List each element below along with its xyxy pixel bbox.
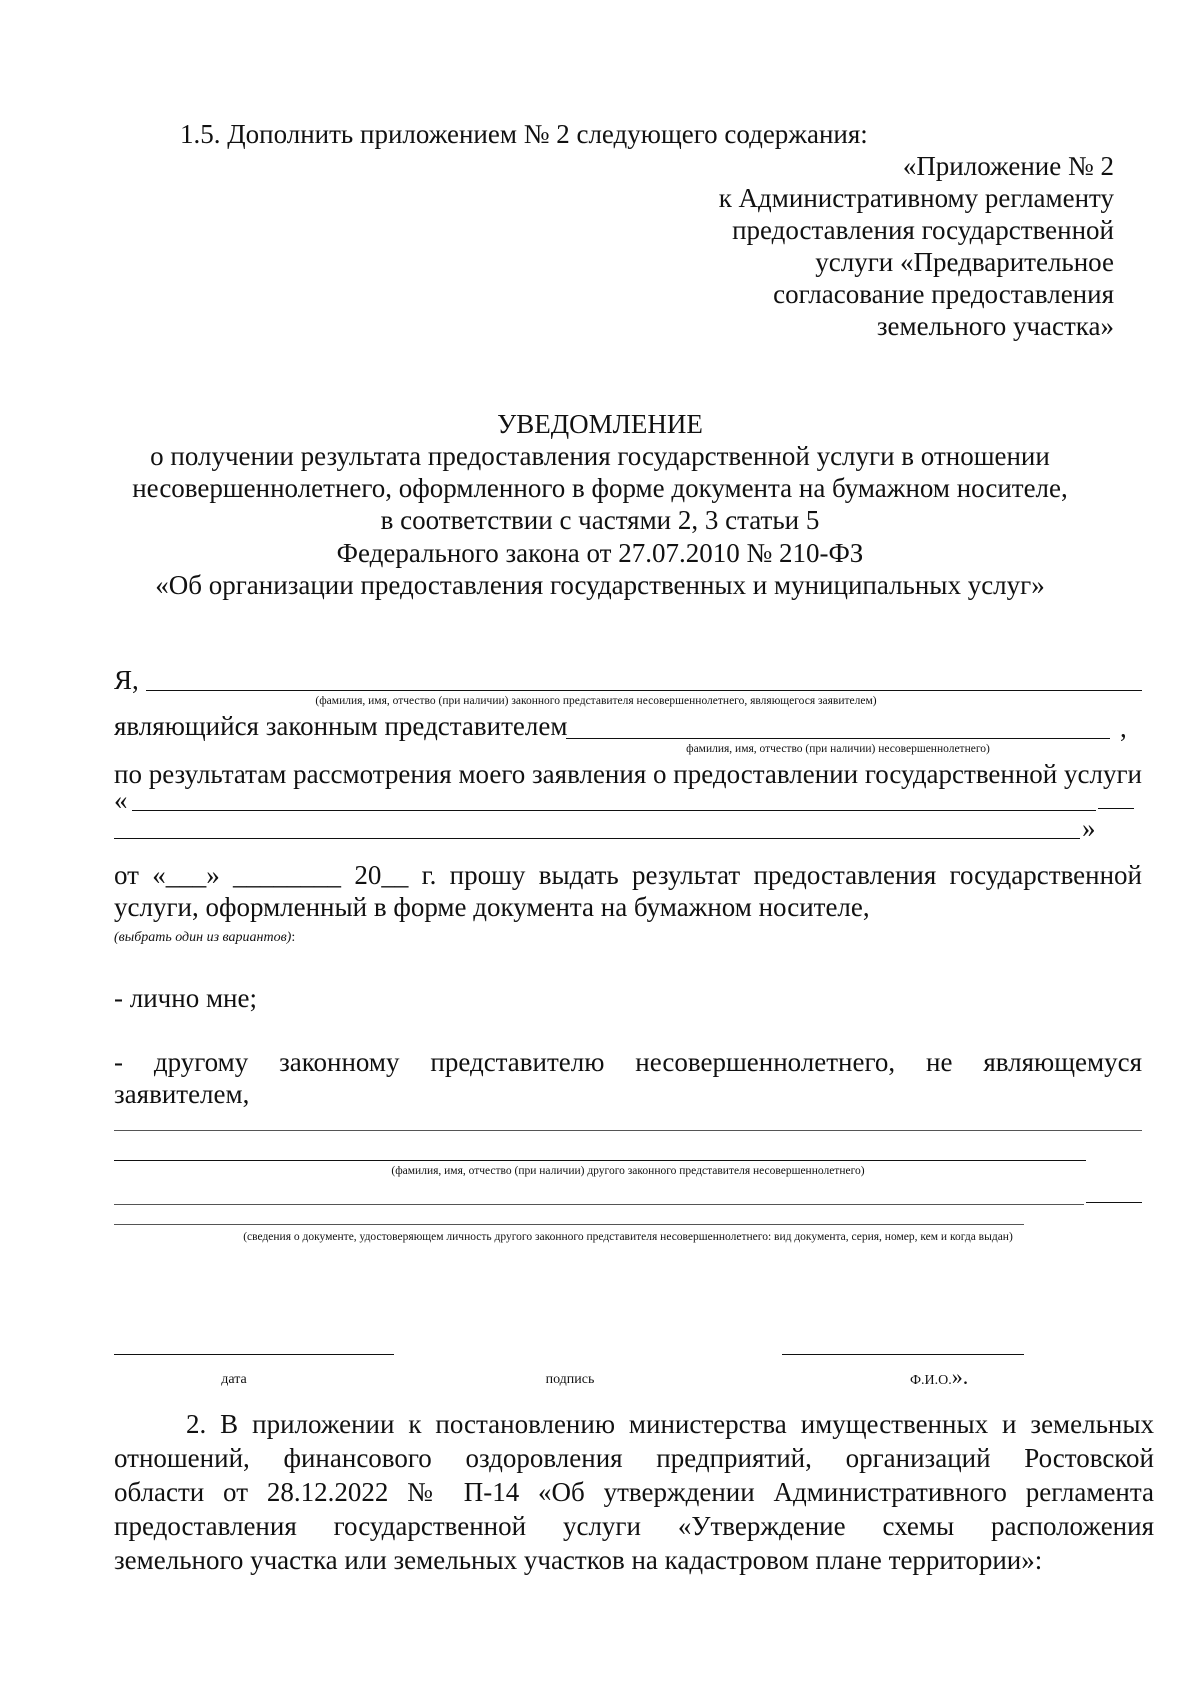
name-field[interactable]	[782, 1354, 1024, 1355]
service-name-field-1-tail	[1098, 808, 1134, 809]
name-label: Ф.И.О.	[910, 1373, 952, 1388]
minor-name-caption: фамилия, имя, отчество (при наличии) несовершеннолетнего)	[686, 743, 990, 755]
applicant-name-caption: (фамилия, имя, отчество (при наличии) законного представителя несовершеннолетнего, являющегося заявителем)	[315, 695, 877, 707]
service-name-field-2[interactable]	[114, 838, 1080, 839]
appendix-line: земельного участка»	[876, 311, 1114, 341]
subtitle-line: Федерального закона от 27.07.2010 № 210-ФЗ	[336, 538, 864, 568]
applicant-name-field[interactable]	[146, 690, 1142, 691]
name-label-suffix: ».	[951, 1364, 969, 1389]
representative-label: являющийся законным представителем	[114, 711, 568, 741]
option-personally[interactable]: - лично мне;	[114, 983, 257, 1013]
other-rep-field-1[interactable]	[114, 1130, 1142, 1131]
choose-note-row	[114, 928, 295, 946]
appendix-line: согласование предоставления	[773, 279, 1114, 309]
date-label: дата	[221, 1372, 247, 1387]
paragraph-2-line: области от 28.12.2022 № П-14 «Об утверждении Административного регламента	[114, 1477, 1154, 1507]
subtitle-line: в соответствии с частями 2, 3 статьи 5	[380, 505, 820, 535]
choose-colon: :	[291, 930, 296, 945]
option-other-representative-cont: заявителем,	[114, 1079, 250, 1109]
signature-label: подпись	[545, 1372, 595, 1387]
paragraph-2-line: отношений, финансового оздоровления предприятий, организаций Ростовской	[114, 1443, 1154, 1473]
appendix-line: услуги «Предварительное	[815, 247, 1114, 277]
close-quote: »	[1082, 813, 1096, 843]
minor-name-field[interactable]	[566, 738, 1110, 739]
choose-note: (выбрать один из вариантов)	[114, 930, 292, 945]
other-rep-name-field[interactable]	[114, 1160, 1086, 1161]
representative-comma: ,	[1120, 713, 1127, 743]
subtitle-line: «Об организации предоставления государственных и муниципальных услуг»	[155, 570, 1045, 600]
paragraph-2-line: 2. В приложении к постановлению министерства имущественных и земельных	[186, 1409, 1154, 1439]
appendix-line: предоставления государственной	[732, 215, 1114, 245]
open-quote: «	[114, 785, 128, 815]
intro-text: 1.5. Дополнить приложением № 2 следующего содержания:	[180, 119, 868, 149]
result-line: по результатам рассмотрения моего заявления о предоставлении государственной услуги	[114, 759, 1142, 789]
service-name-field-1[interactable]	[132, 810, 1096, 811]
date-request-line-2: услуги, оформленный в форме документа на бумажном носителе,	[114, 892, 870, 922]
other-rep-doc-field-2[interactable]	[114, 1224, 1024, 1225]
i-label: Я,	[114, 665, 139, 695]
date-request-line[interactable]: от «___» ________ 20__ г. прошу выдать результат предоставления государственной	[114, 860, 1142, 890]
document-title: УВЕДОМЛЕНИЕ	[497, 409, 703, 439]
other-rep-doc-field[interactable]	[114, 1204, 1084, 1205]
other-rep-doc-field-tail	[1086, 1202, 1142, 1203]
name-label-row	[910, 1364, 968, 1390]
paragraph-2-line: предоставления государственной услуги «Утверждение схемы расположения	[114, 1511, 1154, 1541]
other-rep-doc-caption: (сведения о документе, удостоверяющем личность другого законного представителя несовершеннолетнего: вид документа, серия, номер, кем и когда выдан)	[243, 1231, 1013, 1243]
date-field[interactable]	[114, 1354, 394, 1355]
option-other-representative[interactable]: - другому законному представителю несовершеннолетнего, не являющемуся	[114, 1047, 1142, 1077]
appendix-line: к Административному регламенту	[718, 183, 1114, 213]
subtitle-line: о получении результата предоставления государственной услуги в отношении	[150, 441, 1050, 471]
other-rep-name-caption: (фамилия, имя, отчество (при наличии) другого законного представителя несовершеннолетнего)	[391, 1165, 865, 1177]
appendix-line: «Приложение № 2	[902, 151, 1114, 181]
subtitle-line: несовершеннолетнего, оформленного в форме документа на бумажном носителе,	[132, 473, 1068, 503]
paragraph-2-line: земельного участка или земельных участков на кадастровом плане территории»:	[114, 1545, 1043, 1575]
